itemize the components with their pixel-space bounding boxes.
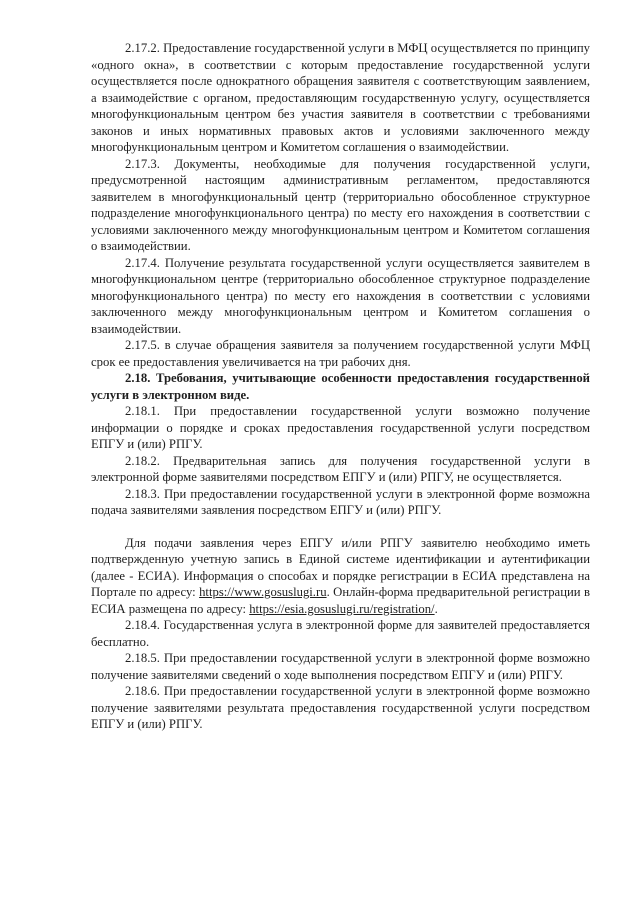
- paragraph-2-17-3: 2.17.3. Документы, необходимые для получения государственной услуги, предусмотренной настоящим административным регламентом, предоставляются заявителем в многофункциональный центр (территориально обособленное структурное подразделение многофункционального центра) по месту его нахождения в соответствии с условиями заключенного между многофункциональным центром и Комитетом соглашения о взаимодействии.: [91, 156, 590, 253]
- esia-text-before: Для подачи заявления через ЕПГУ и/или РПГУ заявителю необходимо иметь подтвержденную учетную запись в Единой системе идентификации и аутентификации (далее - ЕСИА). Информация о способах и порядке регистрации в ЕСИА представлена на Портале по адресу:: [91, 535, 590, 599]
- document-page: [91, 40, 590, 733]
- esia-registration-link[interactable]: https://esia.gosuslugi.ru/registration/: [249, 601, 435, 616]
- section-heading-2-18: 2.18. Требования, учитывающие особенности предоставления государственной услуги в электронном виде.: [91, 371, 590, 402]
- esia-text-after: .: [434, 601, 438, 616]
- paragraph-2-18-4: 2.18.4. Государственная услуга в электронной форме для заявителей предоставляется бесплатно.: [91, 618, 590, 649]
- paragraph-2-17-4: 2.17.4. Получение результата государственной услуги осуществляется заявителем в многофункциональном центре (территориально обособленное структурное подразделение многофункционального центра) по месту его нахождения в соответствии с условиями заключенного между многофункциональным центром и Комитетом соглашения о взаимодействии.: [91, 255, 590, 336]
- paragraph-2-17-2: 2.17.2. Предоставление государственной услуги в МФЦ осуществляется по принципу «одного окна», в соответствии с которым предоставление государственной услуги осуществляется после однократного обращения заявителя с соответствующим заявлением, а взаимодействие с органом, предоставляющим государственную услугу, осуществляется многофункциональным центром без участия заявителя в соответствии с требованиями законов и иных нормативных правовых актов и условиями заключенного между многофункциональным центром и Комитетом соглашения о взаимодействии.: [91, 41, 590, 154]
- paragraph-2-18-1: 2.18.1. При предоставлении государственной услуги возможно получение информации о порядке и сроках предоставления государственной услуги посредством ЕПГУ и (или) РПГУ.: [91, 404, 590, 451]
- paragraph-2-18-6: 2.18.6. При предоставлении государственной услуги в электронной форме возможно получение заявителями результата предоставления государственной услуги посредством ЕПГУ и (или) РПГУ.: [91, 684, 590, 731]
- gosuslugi-link[interactable]: https://www.gosuslugi.ru: [199, 585, 327, 599]
- paragraph-2-17-5: 2.17.5. в случае обращения заявителя за получением государственной услуги МФЦ срок ее предоставления увеличивается на три рабочих дня.: [91, 338, 590, 369]
- esia-text-middle: . Онлайн-форма предварительной регистрации в ЕСИА размещена по адресу:: [91, 585, 590, 616]
- paragraph-2-18-2: 2.18.2. Предварительная запись для получения государственной услуги в электронной форме заявителями посредством ЕПГУ и (или) РПГУ, не осуществляется.: [91, 453, 590, 484]
- paragraph-2-18-3: 2.18.3. При предоставлении государственной услуги в электронной форме возможна подача заявителями заявления посредством ЕПГУ и (или) РПГУ.: [91, 486, 590, 517]
- paragraph-esia-registration: [91, 535, 590, 618]
- paragraph-2-18-5: 2.18.5. При предоставлении государственной услуги в электронной форме возможно получение заявителями сведений о ходе выполнения посредством ЕПГУ и (или) РПГУ.: [91, 651, 590, 682]
